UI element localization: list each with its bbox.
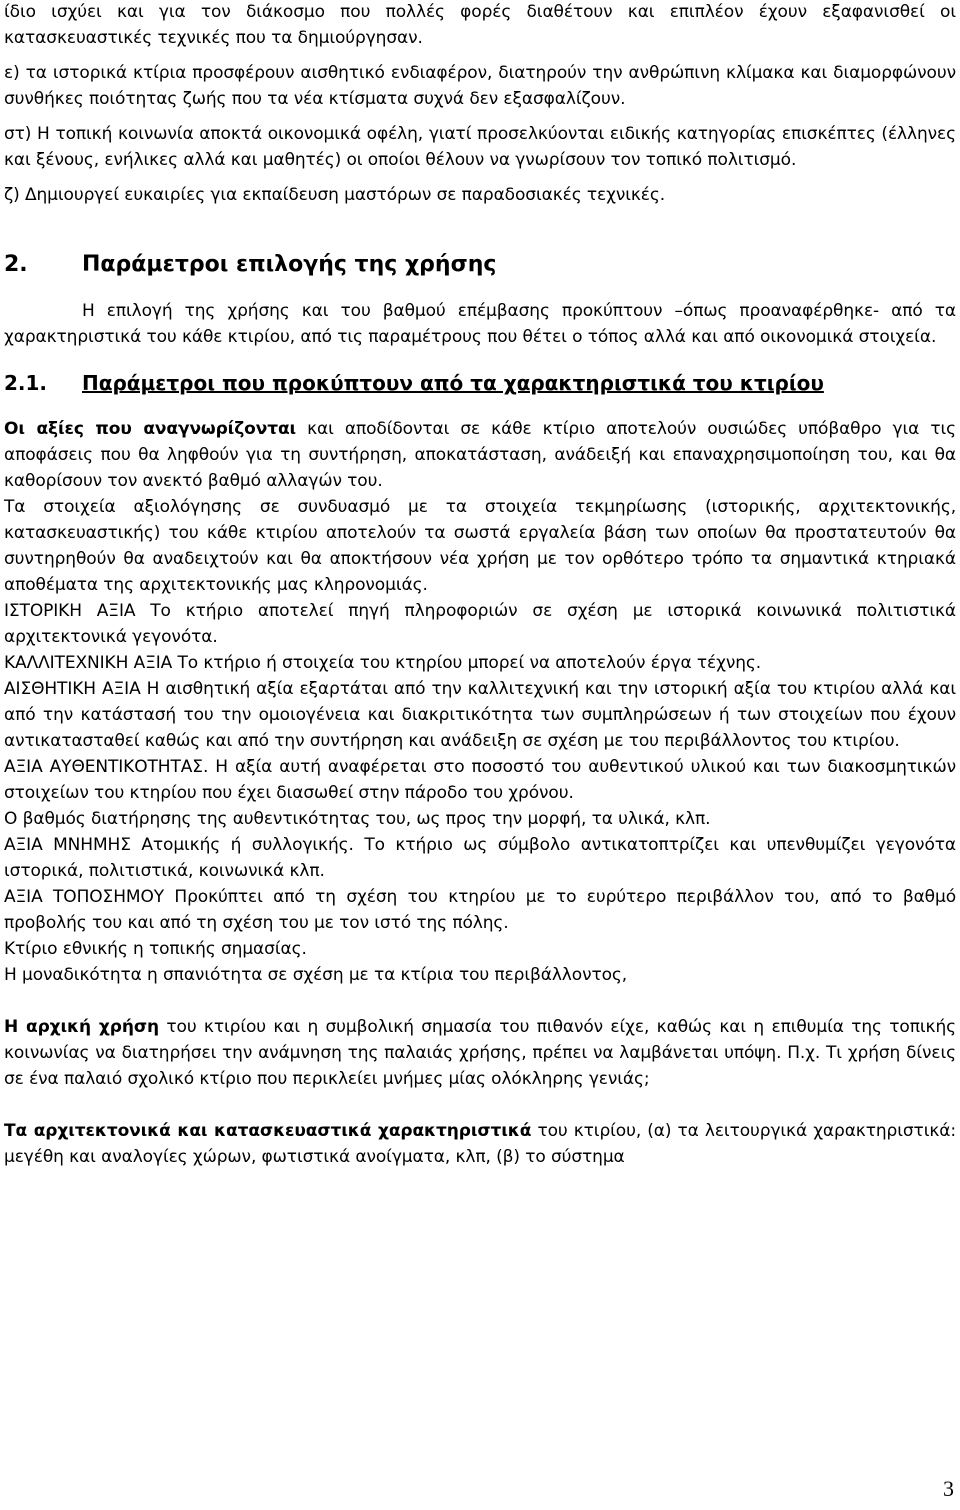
paragraph-e: ε) τα ιστορικά κτίρια προσφέρουν αισθητικό ενδιαφέρον, διατηρούν την ανθρώπινη κλίμακα και διαμορφώνουν συνθήκες ποιότητας ζωής που τα νέα κτίσματα συχνά δεν εξασφαλίζουν. [4,63,956,109]
paragraph-st: στ) Η τοπική κοινωνία αποκτά οικονομικά οφέλη, γιατί προσελκύονται ειδικής κατηγορίας επισκέπτες (έλληνες και ξένους, ενήλικες αλλά και μαθητές) οι οποίοι θέλουν να γνωρίσουν τον τοπικό πολιτισμό. [4,124,956,170]
paragraph-z: ζ) Δημιουργεί ευκαιρίες για εκπαίδευση μαστόρων σε παραδοσιακές τεχνικές. [4,185,666,205]
section-2-number: 2. [4,252,28,277]
paragraph-decoration: ίδιο ισχύει και για τον διάκοσμο που πολλές φορές διαθέτουν και επιπλέον έχουν εξαφανισθεί οι κατασκευαστικές τεχνικές που τα δημιούργησαν. [4,2,956,48]
section-2-intro: Η επιλογή της χρήσης και του βαθμού επέμβασης προκύπτουν –όπως προαναφέρθηκε- από τα χαρακτηριστικά του κάθε κτιρίου, από τις παραμέτρους που θέτει ο τόπος αλλά και από οικονομικά στοιχεία. [4,301,956,347]
paragraph-original-use [4,1014,956,1092]
section-2-heading [4,250,956,280]
section-2-1-heading [4,368,956,398]
paragraph-preservation: Ο βαθμός διατήρησης της αυθεντικότητας του, ως προς την μορφή, τα υλικά, κλπ. [4,809,711,829]
paragraph-authenticity-value: ΑΞΙΑ ΑΥΘΕΝΤΙΚΟΤΗΤΑΣ. Η αξία αυτή αναφέρεται στο ποσοστό του αυθεντικού υλικού και των διακοσμητικών στοιχείων του κτηρίου που έχει διασωθεί στην πάροδο του χρόνου. [4,757,956,803]
paragraph-memory-value: ΑΞΙΑ ΜΝΗΜΗΣ Ατομικής ή συλλογικής. Το κτήριο ως σύμβολο αντικατοπτρίζει και υπενθυμίζει γεγονότα ιστορικά, πολιτιστικά, κοινωνικά κλπ. [4,835,956,881]
page-number: 3 [943,1476,954,1501]
paragraph-artistic-value: ΚΑΛΛΙΤΕΧΝΙΚΗ ΑΞΙΑ Το κτήριο ή στοιχεία του κτηρίου μπορεί να αποτελούν έργα τέχνης. [4,653,762,673]
paragraph-landmark-value: ΑΞΙΑ ΤΟΠΟΣΗΜΟΥ Προκύπτει από τη σχέση του κτηρίου με το ευρύτερο περιβάλλον του, από το βαθμό προβολής του και από τη σχέση του με τον ιστό της πόλης. [4,887,956,933]
document-page [4,0,956,1170]
values-lead: Οι αξίες που αναγνωρίζονται [4,419,297,439]
paragraph-architectural [4,1118,956,1170]
paragraph-historic-value: ΙΣΤΟΡΙΚΗ ΑΞΙΑ Το κτήριο αποτελεί πηγή πληροφοριών σε σχέση με ιστορικά κοινωνικά πολιτιστικά αρχιτεκτονικά γεγονότα. [4,601,956,647]
values-rest: και αποδίδονται σε κάθε κτίριο αποτελούν ουσιώδες υπόβαθρο για τις αποφάσεις που θα ληφθούν για τη συντήρηση, αποκατάσταση, ανάδειξή και επαναχρησιμοποίηση του, και θα καθορίσουν τον ανεκτό βαθμό αλλαγών του. [4,419,957,491]
paragraph-values [4,416,956,494]
section-2-1-title: Παράμετροι που προκύπτουν από τα χαρακτηριστικά του κτιρίου [82,371,824,395]
original-use-lead: Η αρχική χρήση [4,1017,160,1037]
section-2-1-number: 2.1. [4,371,48,395]
architectural-lead: Τα αρχιτεκτονικά και κατασκευαστικά χαρακτηριστικά [4,1121,532,1141]
paragraph-uniqueness: Η μοναδικότητα η σπανιότητα σε σχέση με τα κτίρια του περιβάλλοντος, [4,965,628,985]
section-2-title: Παράμετροι επιλογής της χρήσης [82,252,497,277]
architectural-rest: του κτιρίου, (α) τα λειτουργικά χαρακτηριστικά: μεγέθη και αναλογίες χώρων, φωτιστικά ανοίγματα, κλπ, (β) το σύστημα [4,1121,956,1167]
paragraph-evaluation: Τα στοιχεία αξιολόγησης σε συνδυασμό με τα στοιχεία τεκμηρίωσης (ιστορικής, αρχιτεκτονικής, κατασκευαστικής) του κάθε κτιρίου αποτελούν τα σωστά εργαλεία βάση των οποίων θα προστατευτούν θα συντηρηθούν θα αναδειχτούν και θα αποκτήσουν νέα χρήση με τον ορθότερο τρόπο τα σημαντικά κτηριακά αποθέματα της αρχιτεκτονικής μας κληρονομιάς. [4,497,956,595]
original-use-rest: του κτιρίου και η συμβολική σημασία του πιθανόν είχε, καθώς και η επιθυμία της τοπικής κοινωνίας να διατηρήσει την ανάμνηση της παλαιάς χρήσης, πρέπει να λαμβάνεται υπόψη. Π.χ. Τι χρήση δίνεις σε ένα παλαιό σχολικό κτίριο που περικλείει μνήμες μίας ολόκληρης γενιάς; [4,1017,956,1089]
paragraph-aesthetic-value: ΑΙΣΘΗΤΙΚΗ ΑΞΙΑ Η αισθητική αξία εξαρτάται από την καλλιτεχνική και την ιστορική αξία του κτιρίου αλλά και από την κατάστασή του την ομοιογένεια και διακριτικότητα των συμπληρώσεων ή των στοιχείων που έχουν αντικατασταθεί καθώς και από την συντήρηση και ανάδειξη σε σχέση με του περιβάλλοντος του κτιρίου. [4,679,956,751]
paragraph-national: Κτίριο εθνικής η τοπικής σημασίας. [4,939,307,959]
